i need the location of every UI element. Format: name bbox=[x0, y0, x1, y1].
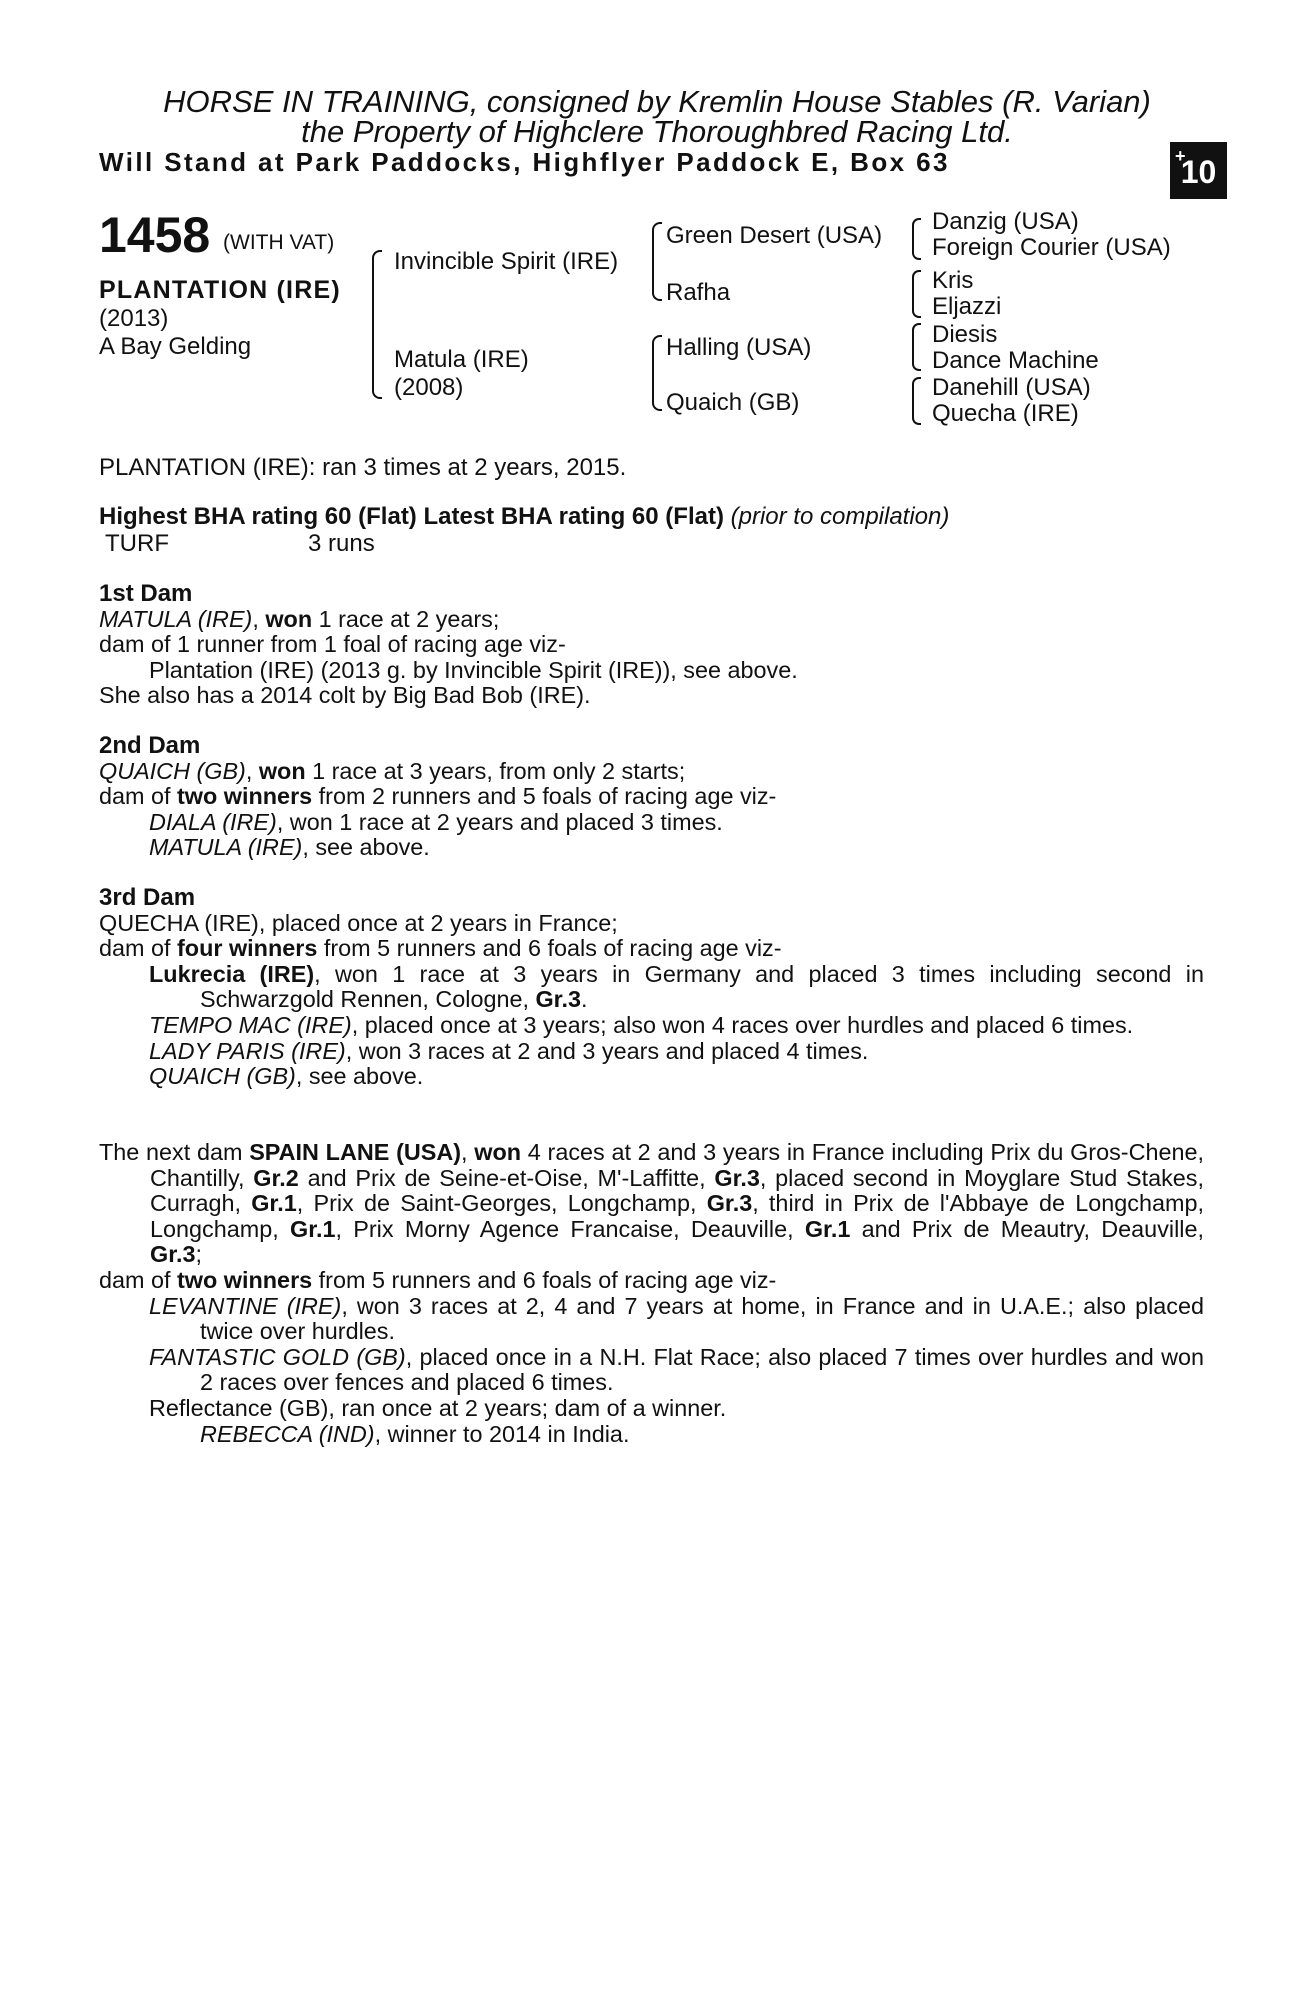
first-dam-won: won bbox=[265, 605, 313, 632]
third-dam-p1-gr: Gr.3 bbox=[535, 986, 581, 1013]
horse-year: (2013) bbox=[99, 305, 169, 332]
sire-dam: Rafha bbox=[666, 279, 731, 306]
third-dam-p2-rest: , placed once at 3 years; also won 4 races over hurdles and placed 6 times. bbox=[351, 1011, 1134, 1038]
next-dam-g5: Gr.1 bbox=[290, 1215, 336, 1242]
next-dam-t5: , third in Prix de l'Abbaye de Longchamp, Longchamp, bbox=[150, 1190, 1204, 1242]
first-dam-produce: Plantation (IRE) (2013 g. by Invincible Spirit (IRE)), see above. bbox=[149, 656, 798, 683]
dam-sire: Halling (USA) bbox=[666, 334, 812, 361]
third-dam-line2-bold: four winners bbox=[177, 935, 318, 962]
next-dam-pre: The next dam bbox=[99, 1139, 250, 1165]
second-dam-line2-bold: two winners bbox=[177, 783, 313, 810]
next-dam-section bbox=[99, 1140, 1204, 1447]
second-dam-line2-pre: dam of bbox=[99, 783, 178, 810]
second-dam-p2-rest: , see above. bbox=[302, 834, 430, 861]
pedigree-brace-gg1 bbox=[912, 218, 921, 260]
pedigree-brace-main bbox=[372, 250, 382, 399]
next-dam-t7: and Prix de Meautry, Deauville, bbox=[850, 1215, 1204, 1242]
third-dam-produce-3 bbox=[99, 1039, 1204, 1065]
ggs-4: Eljazzi bbox=[932, 293, 1002, 320]
header-line-3: Will Stand at Park Paddocks, Highflyer Paddock E, Box 63 bbox=[99, 147, 950, 177]
second-dam-name: QUAICH (GB) bbox=[99, 757, 246, 784]
third-dam-line2 bbox=[99, 936, 1204, 962]
second-dam-p1-rest: , won 1 race at 2 years and placed 3 times. bbox=[276, 808, 723, 835]
dam: Matula (IRE) bbox=[394, 346, 529, 373]
second-dam-heading: 2nd Dam bbox=[99, 732, 201, 759]
header-line-1: HORSE IN TRAINING, consigned by Kremlin House Stables (R. Varian) bbox=[163, 84, 1151, 119]
first-dam-section bbox=[99, 581, 1204, 709]
second-dam-p1-name: DIALA (IRE) bbox=[149, 808, 277, 835]
pedigree-brace-dam bbox=[652, 335, 662, 411]
next-dam-comma: , bbox=[461, 1139, 475, 1165]
logo-label: 10 bbox=[1180, 154, 1217, 190]
pedigree-brace-gg3 bbox=[912, 323, 921, 371]
second-dam-p2-name: MATULA (IRE) bbox=[149, 834, 303, 861]
next-dam-t4: , Prix de Saint-Georges, Longchamp, bbox=[296, 1190, 707, 1217]
next-dam-line2-bold: two winners bbox=[177, 1266, 313, 1293]
horse-name: PLANTATION (IRE) bbox=[99, 276, 341, 304]
next-dam-produce-4 bbox=[99, 1422, 1204, 1448]
next-dam-g1: Gr.2 bbox=[253, 1164, 299, 1191]
second-dam-line1-rest: 1 race at 3 years, from only 2 starts; bbox=[305, 757, 686, 784]
lot-number: 1458 bbox=[99, 207, 211, 263]
next-dam-p1-rest: , won 3 races at 2, 4 and 7 years at home, in France and in U.A.E.; also placed twice over hurdles. bbox=[200, 1292, 1204, 1345]
first-dam-line4: She also has a 2014 colt by Big Bad Bob (IRE). bbox=[99, 682, 591, 709]
first-dam-line2: dam of 1 runner from 1 foal of racing age viz- bbox=[99, 631, 566, 658]
first-dam-line1: MATULA (IRE), won 1 race at 2 years; bbox=[99, 605, 500, 632]
next-dam-t2: and Prix de Seine-et-Oise, M'-Laffitte, bbox=[298, 1164, 715, 1191]
third-dam-p3-name: LADY PARIS (IRE) bbox=[149, 1037, 346, 1064]
tattersalls-plus-10-logo: + 10 bbox=[1170, 142, 1227, 199]
third-dam-line2-post: from 5 runners and 6 foals of racing age viz- bbox=[317, 935, 782, 962]
surface-runs: 3 runs bbox=[308, 530, 375, 557]
next-dam-t6: , Prix Morny Agence Francaise, Deauville, bbox=[335, 1215, 805, 1242]
next-dam-g7: Gr.3 bbox=[150, 1241, 196, 1268]
second-dam-produce-1 bbox=[99, 810, 1204, 836]
next-dam-produce-2 bbox=[99, 1345, 1204, 1396]
pedigree-brace-gg4 bbox=[912, 377, 921, 425]
next-dam-g3: Gr.1 bbox=[251, 1190, 297, 1217]
dam-dam: Quaich (GB) bbox=[666, 389, 800, 416]
third-dam-section bbox=[99, 885, 1204, 1090]
second-dam-line2 bbox=[99, 784, 1204, 810]
second-dam-line2-post: from 2 runners and 5 foals of racing age viz- bbox=[312, 783, 777, 810]
next-dam-line2-post: from 5 runners and 6 foals of racing age viz- bbox=[312, 1266, 777, 1293]
dam-year: (2008) bbox=[394, 374, 464, 401]
second-dam-line1: QUAICH (GB), won 1 race at 3 years, from only 2 starts; bbox=[99, 757, 686, 784]
third-dam-p4-name: QUAICH (GB) bbox=[149, 1063, 296, 1090]
next-dam-t1: 4 races at 2 and 3 years in France including Prix du Gros-Chene, Chantilly, bbox=[150, 1139, 1204, 1191]
next-dam-won: won bbox=[474, 1139, 522, 1165]
ggs-6: Dance Machine bbox=[932, 347, 1099, 374]
next-dam-g4: Gr.3 bbox=[706, 1190, 753, 1217]
third-dam-line2-pre: dam of bbox=[99, 935, 178, 962]
third-dam-produce-1 bbox=[99, 962, 1204, 1013]
third-dam-produce-4 bbox=[99, 1064, 1204, 1090]
next-dam-produce-1 bbox=[99, 1294, 1204, 1345]
record-summary: PLANTATION (IRE): ran 3 times at 2 years, 2015. bbox=[99, 454, 627, 481]
next-dam-name: SPAIN LANE (USA) bbox=[249, 1139, 462, 1165]
next-dam-p2-rest: , placed once in a N.H. Flat Race; also placed 7 times over hurdles and won 2 races over fences and placed 6 times. bbox=[200, 1343, 1204, 1396]
third-dam-heading: 3rd Dam bbox=[99, 884, 196, 911]
next-dam-p2-name: FANTASTIC GOLD (GB) bbox=[149, 1343, 406, 1370]
next-dam-t8: ; bbox=[195, 1241, 203, 1268]
first-dam-heading: 1st Dam bbox=[99, 580, 193, 607]
third-dam-p4-rest: , see above. bbox=[295, 1063, 424, 1090]
second-dam-won: won bbox=[258, 757, 306, 784]
rating-line bbox=[99, 503, 949, 531]
sire: Invincible Spirit (IRE) bbox=[394, 248, 619, 275]
next-dam-produce-3: Reflectance (GB), ran once at 2 years; dam of a winner. bbox=[149, 1394, 727, 1421]
first-dam-name: MATULA (IRE) bbox=[99, 605, 253, 632]
next-dam-p4-rest: , winner to 2014 in India. bbox=[374, 1420, 630, 1447]
pedigree-brace-gg2 bbox=[912, 270, 921, 318]
third-dam-produce-2 bbox=[99, 1013, 1204, 1039]
next-dam-g6: Gr.1 bbox=[804, 1215, 851, 1242]
next-dam-p1-name: LEVANTINE (IRE) bbox=[149, 1292, 342, 1319]
next-dam-p4-name: REBECCA (IND) bbox=[200, 1420, 375, 1447]
third-dam-p1-end: . bbox=[581, 986, 588, 1013]
next-dam-line2-pre: dam of bbox=[99, 1266, 178, 1293]
surface-label: TURF bbox=[105, 530, 169, 557]
header-line-2: the Property of Highclere Thoroughbred Racing Ltd. bbox=[301, 114, 1013, 149]
sire-sire: Green Desert (USA) bbox=[666, 222, 883, 249]
rating-note: (prior to compilation) bbox=[730, 503, 950, 530]
third-dam-p1-rest: , won 1 race at 3 years in Germany and placed 3 times including second in Schwarzgold Rennen, Cologne, bbox=[200, 960, 1204, 1013]
third-dam-line1: QUECHA (IRE), placed once at 2 years in France; bbox=[99, 909, 618, 936]
second-dam-section bbox=[99, 733, 1204, 861]
ggs-1: Danzig (USA) bbox=[932, 208, 1079, 235]
vat-note: (WITH VAT) bbox=[223, 231, 335, 254]
ggs-3: Kris bbox=[932, 267, 974, 294]
next-dam-t3: , placed second in Moyglare Stud Stakes, Curragh, bbox=[150, 1164, 1205, 1217]
first-dam-line1-rest: 1 race at 2 years; bbox=[312, 605, 500, 632]
next-dam-paragraph bbox=[99, 1140, 1204, 1268]
rating-text: Highest BHA rating 60 (Flat) Latest BHA rating 60 (Flat) bbox=[99, 503, 724, 530]
ggs-7: Danehill (USA) bbox=[932, 374, 1091, 401]
pedigree-brace-sire bbox=[652, 222, 662, 301]
third-dam-p1-name: Lukrecia (IRE) bbox=[149, 960, 315, 987]
ggs-8: Quecha (IRE) bbox=[932, 400, 1079, 427]
horse-description: A Bay Gelding bbox=[99, 333, 252, 360]
second-dam-produce-2 bbox=[99, 835, 1204, 861]
third-dam-p3-rest: , won 3 races at 2 and 3 years and placed 4 times. bbox=[345, 1037, 869, 1064]
ggs-2: Foreign Courier (USA) bbox=[932, 234, 1171, 261]
third-dam-p2-name: TEMPO MAC (IRE) bbox=[149, 1011, 352, 1038]
ggs-5: Diesis bbox=[932, 321, 998, 348]
next-dam-g2: Gr.3 bbox=[714, 1164, 760, 1191]
next-dam-line2 bbox=[99, 1268, 1204, 1294]
